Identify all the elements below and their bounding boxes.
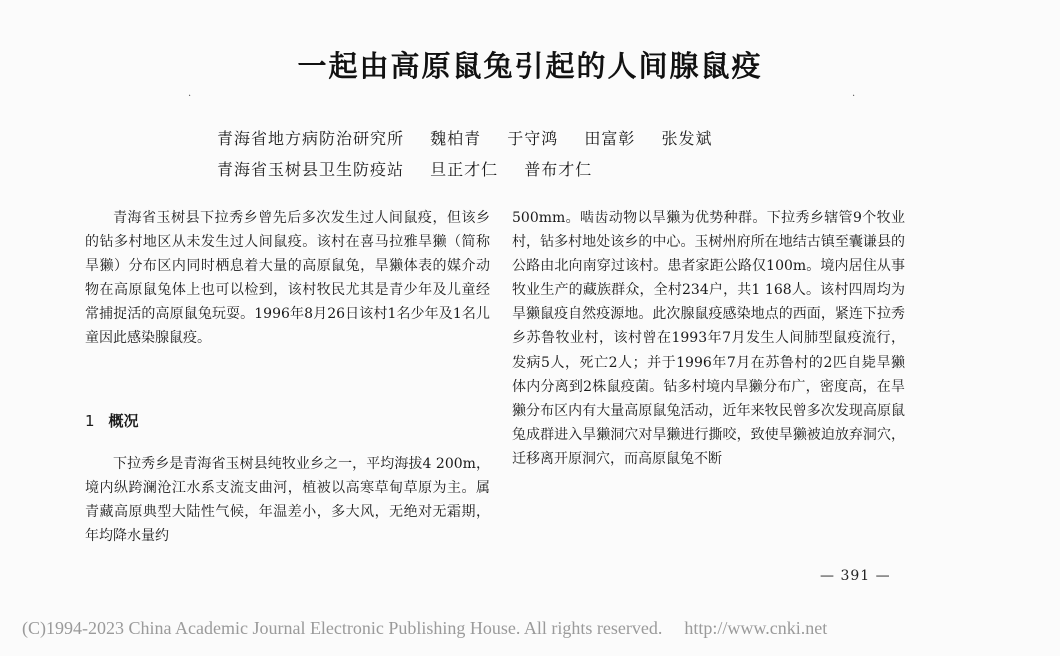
author-name: 普布才仁 bbox=[524, 160, 593, 179]
scan-dot: . bbox=[852, 88, 856, 99]
author-line-1 bbox=[217, 126, 712, 149]
author-name: 旦正才仁 bbox=[430, 160, 499, 179]
left-column-intro bbox=[85, 206, 490, 351]
section-number: 1 bbox=[85, 412, 95, 430]
intro-paragraph: 青海省玉树县下拉秀乡曾先后多次发生过人间鼠疫，但该乡的钻多村地区从未发生过人间鼠疫。该村在喜马拉雅旱獭（简称旱獭）分布区内同时栖息着大量的高原鼠兔，旱獭体表的媒介动物在高原鼠兔体上也可以检到，该村牧民尤其是青少年及儿童经常捕捉活的高原鼠兔玩耍。1996年8月26日该村1名少年及1名儿童因此感染腺鼠疫。 bbox=[85, 210, 490, 347]
article-title: 一起由高原鼠兔引起的人间腺鼠疫 bbox=[297, 49, 763, 83]
section-heading bbox=[85, 410, 139, 431]
scan-dot: . bbox=[188, 88, 192, 99]
author-name: 魏柏青 bbox=[430, 129, 482, 148]
left-column-section bbox=[85, 452, 490, 548]
author-line-2 bbox=[217, 157, 592, 180]
cnki-footer bbox=[22, 618, 827, 639]
copyright-notice: (C)1994-2023 China Academic Journal Electronic Publishing House. All rights reserved. bbox=[22, 618, 663, 638]
footer-url[interactable]: http://www.cnki.net bbox=[684, 618, 828, 638]
section-title: 概况 bbox=[108, 412, 139, 430]
author-name: 田富彰 bbox=[584, 129, 636, 148]
right-column bbox=[512, 206, 905, 471]
section-paragraph: 下拉秀乡是青海省玉树县纯牧业乡之一，平均海拔4 200m，境内纵跨澜沧江水系支流支曲河，植被以高寒草甸草原为主。属青藏高原典型大陆性气候，年温差小，多大风，无绝对无霜期，年均降水量约 bbox=[85, 456, 490, 545]
page-number: — 391 — bbox=[820, 568, 891, 584]
author-affiliation: 青海省玉树县卫生防疫站 bbox=[217, 160, 405, 179]
author-name: 张发斌 bbox=[661, 129, 713, 148]
right-column-paragraph: 500mm。啮齿动物以旱獭为优势种群。下拉秀乡辖管9个牧业村，钻多村地处该乡的中心。玉树州府所在地结古镇至囊谦县的公路由北向南穿过该村。患者家距公路仅100m。境内居住从事牧业生产的藏族群众，全村234户，共1 168人。该村四周均为旱獭鼠疫自然疫源地。此次腺鼠疫感染地点的西面，紧连下拉秀乡苏鲁牧业村，该村曾在1993年7月发生人间肺型鼠疫流行，发病5人，死亡2人；并于1996年7月在苏鲁村的2匹自毙旱獭体内分离到2株鼠疫菌。钻多村境内旱獭分布广，密度高，在旱獭分布区内有大量高原鼠兔活动，近年来牧民曾多次发现高原鼠兔成群进入旱獭洞穴对旱獭进行撕咬，致使旱獭被迫放弃洞穴，迁移离开原洞穴，而高原鼠兔不断 bbox=[512, 210, 905, 467]
author-name: 于守鸿 bbox=[507, 129, 559, 148]
author-affiliation: 青海省地方病防治研究所 bbox=[217, 129, 405, 148]
